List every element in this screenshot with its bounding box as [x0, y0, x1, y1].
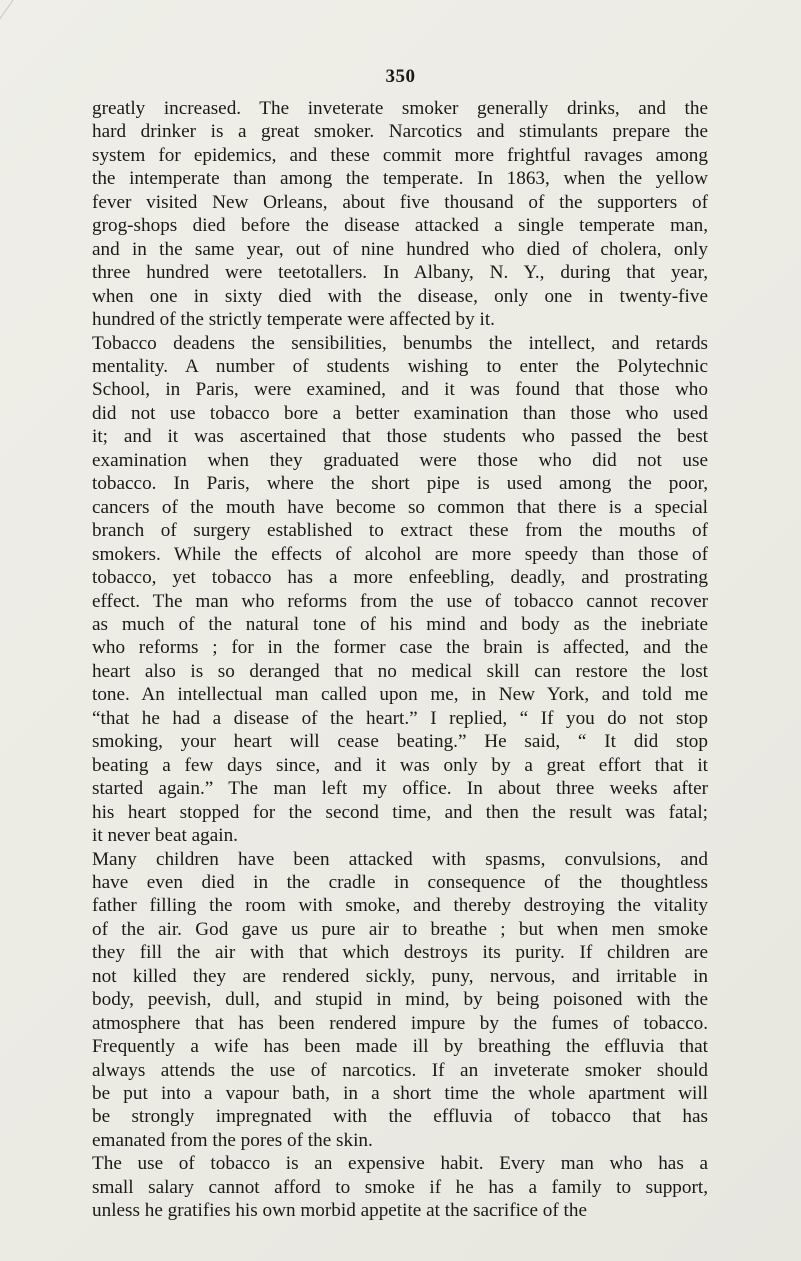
text-line: unless he gratifies his own morbid appetite at the sacrifice of the	[92, 1200, 587, 1222]
text-line: hundred of the strictly temperate were affected by it.	[92, 309, 495, 331]
text-line: smoking, your heart will cease beating.” He said, “ It did stop	[92, 731, 708, 753]
text-line: always attends the use of narcotics. If an inveterate smoker should	[92, 1059, 708, 1081]
page-number: 350	[385, 66, 416, 87]
text-line: The use of tobacco is an expensive habit. Every man who has a	[92, 1153, 708, 1175]
text-line: as much of the natural tone of his mind and body as the inebriate	[92, 613, 708, 635]
text-line: effect. The man who reforms from the use of tobacco cannot recover	[92, 590, 708, 612]
text-line: be strongly impregnated with the effluvia of tobacco that has	[92, 1106, 708, 1128]
text-line: greatly increased. The inveterate smoker generally drinks, and the	[92, 98, 708, 119]
text-line: when one in sixty died with the disease, only one in twenty-five	[92, 285, 708, 307]
paragraph	[92, 332, 708, 848]
text-line: the intemperate than among the temperate. In 1863, when the yellow	[92, 168, 708, 190]
text-line: it; and it was ascertained that those students who passed the best	[92, 426, 708, 448]
text-line: tone. An intellectual man called upon me, in New York, and told me	[92, 684, 708, 706]
text-line: Tobacco deadens the sensibilities, benumbs the intellect, and retards	[92, 332, 708, 354]
text-line: fever visited New Orleans, about five thousand of the supporters of	[92, 191, 708, 213]
text-line: body, peevish, dull, and stupid in mind, by being poisoned with the	[92, 989, 708, 1011]
text-line: and in the same year, out of nine hundred who died of cholera, only	[92, 238, 708, 260]
text-line: smokers. While the effects of alcohol are more speedy than those of	[92, 543, 708, 565]
text-line: it never beat again.	[92, 825, 238, 847]
text-line: not killed they are rendered sickly, puny, nervous, and irritable in	[92, 965, 708, 987]
text-line: three hundred were teetotallers. In Albany, N. Y., during that year,	[92, 262, 708, 284]
text-line: tobacco. In Paris, where the short pipe is used among the poor,	[92, 473, 708, 495]
text-line: they fill the air with that which destroys its purity. If children are	[92, 942, 708, 964]
paragraph	[92, 848, 708, 1153]
text-line: have even died in the cradle in consequence of the thoughtless	[92, 871, 708, 893]
text-line: cancers of the mouth have become so common that there is a special	[92, 496, 708, 518]
text-line: small salary cannot afford to smoke if he has a family to support,	[92, 1176, 708, 1198]
paragraph	[92, 1152, 708, 1222]
text-line: of the air. God gave us pure air to breathe ; but when men smoke	[92, 918, 708, 940]
text-line: mentality. A number of students wishing to enter the Polytechnic	[92, 355, 708, 377]
text-line: who reforms ; for in the former case the brain is affected, and the	[92, 637, 708, 659]
text-line: Many children have been attacked with spasms, convulsions, and	[92, 848, 708, 870]
text-line: beating a few days since, and it was only by a great effort that it	[92, 754, 708, 776]
text-line: emanated from the pores of the skin.	[92, 1129, 373, 1151]
text-line: be put into a vapour bath, in a short time the whole apartment will	[92, 1083, 708, 1105]
paragraph	[92, 97, 708, 332]
text-line: Frequently a wife has been made ill by breathing the effluvia that	[92, 1036, 708, 1058]
text-line: started again.” The man left my office. In about three weeks after	[92, 778, 708, 800]
text-line: hard drinker is a great smoker. Narcotics and stimulants prepare the	[92, 121, 708, 143]
text-line: grog-shops died before the disease attacked a single temperate man,	[92, 215, 708, 237]
text-line: atmosphere that has been rendered impure by the fumes of tobacco.	[92, 1012, 708, 1034]
text-line: system for epidemics, and these commit more frightful ravages among	[92, 144, 708, 166]
text-line: School, in Paris, were examined, and it was found that those who	[92, 379, 708, 401]
text-line: did not use tobacco bore a better examination than those who used	[92, 402, 708, 424]
text-line: tobacco, yet tobacco has a more enfeebling, deadly, and prostrating	[92, 567, 708, 589]
page-body-text	[92, 97, 708, 1223]
page-corner-mark	[0, 0, 19, 50]
text-line: examination when they graduated were those who did not use	[92, 449, 708, 471]
text-line: branch of surgery established to extract these from the mouths of	[92, 520, 708, 542]
text-line: “that he had a disease of the heart.” I replied, “ If you do not stop	[92, 707, 708, 729]
text-line: his heart stopped for the second time, and then the result was fatal;	[92, 801, 708, 823]
text-line: father filling the room with smoke, and thereby destroying the vitality	[92, 895, 708, 917]
text-line: heart also is so deranged that no medical skill can restore the lost	[92, 660, 708, 682]
